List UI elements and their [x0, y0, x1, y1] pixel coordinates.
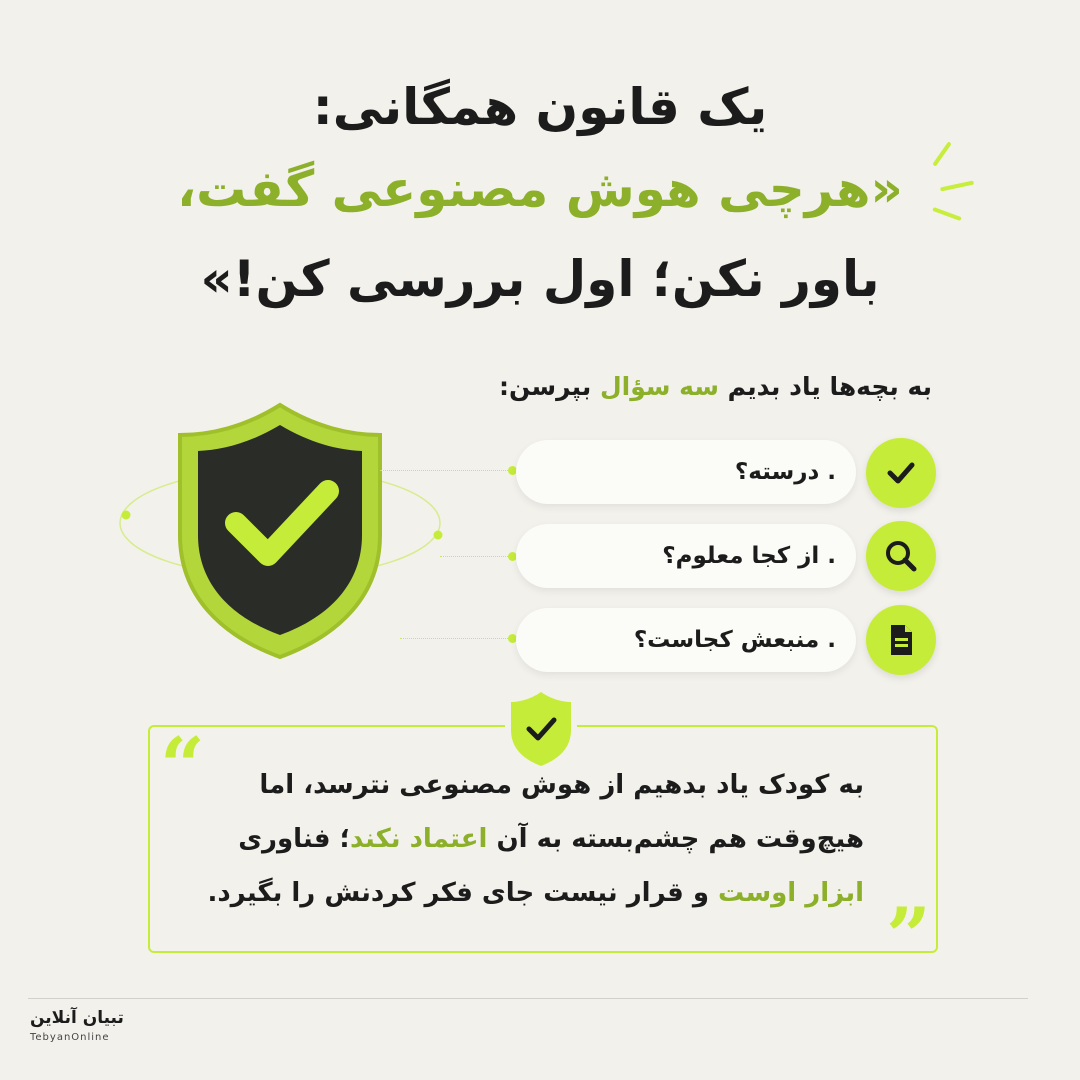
question-pill-1: [516, 440, 856, 504]
headline-line-1: یک قانون همگانی:: [312, 78, 768, 136]
shield-icon: [110, 395, 470, 685]
connector-line: [400, 638, 512, 639]
search-icon: [866, 521, 936, 591]
connector-line: [380, 470, 512, 471]
question-pill-3: [516, 608, 856, 672]
brand-logo-latin: TebyanOnline: [30, 1032, 110, 1043]
question-label: . از کجا معلوم؟: [662, 543, 836, 569]
brand-logo-text: تبیان آنلاین: [30, 1008, 124, 1028]
quote-line-3: ابزار اوست و قرار نیست جای فکر کردنش را بگیرد.: [207, 878, 864, 908]
headline-line-2: «هرچی هوش مصنوعی گفت،: [177, 160, 903, 218]
connector-line: [440, 556, 512, 557]
question-label: . درسته؟: [734, 459, 836, 485]
question-pill-2: [516, 524, 856, 588]
intro-highlight: سه سؤال: [599, 372, 719, 401]
shield-badge-icon: [505, 688, 577, 768]
intro-text: به بچه‌ها یاد بدیم سه سؤال بپرسن:: [499, 372, 932, 401]
footer-divider: [28, 998, 1028, 999]
question-label: . منبعش کجاست؟: [633, 627, 836, 653]
quote-highlight: اعتماد نکند: [350, 824, 488, 854]
quote-line-1: به کودک یاد بدهیم از هوش مصنوعی نترسد، اما: [259, 770, 864, 800]
quote-highlight: ابزار اوست: [718, 878, 864, 908]
check-icon: [866, 438, 936, 508]
document-icon: [866, 605, 936, 675]
quote-line-2: هیچ‌وقت هم چشم‌بسته به آن اعتماد نکند؛ فناوری: [238, 824, 864, 854]
quote-open-mark: “: [160, 721, 205, 812]
quote-close-mark: ”: [886, 891, 931, 982]
headline-line-3: باور نکن؛ اول بررسی کن!»: [200, 250, 880, 308]
